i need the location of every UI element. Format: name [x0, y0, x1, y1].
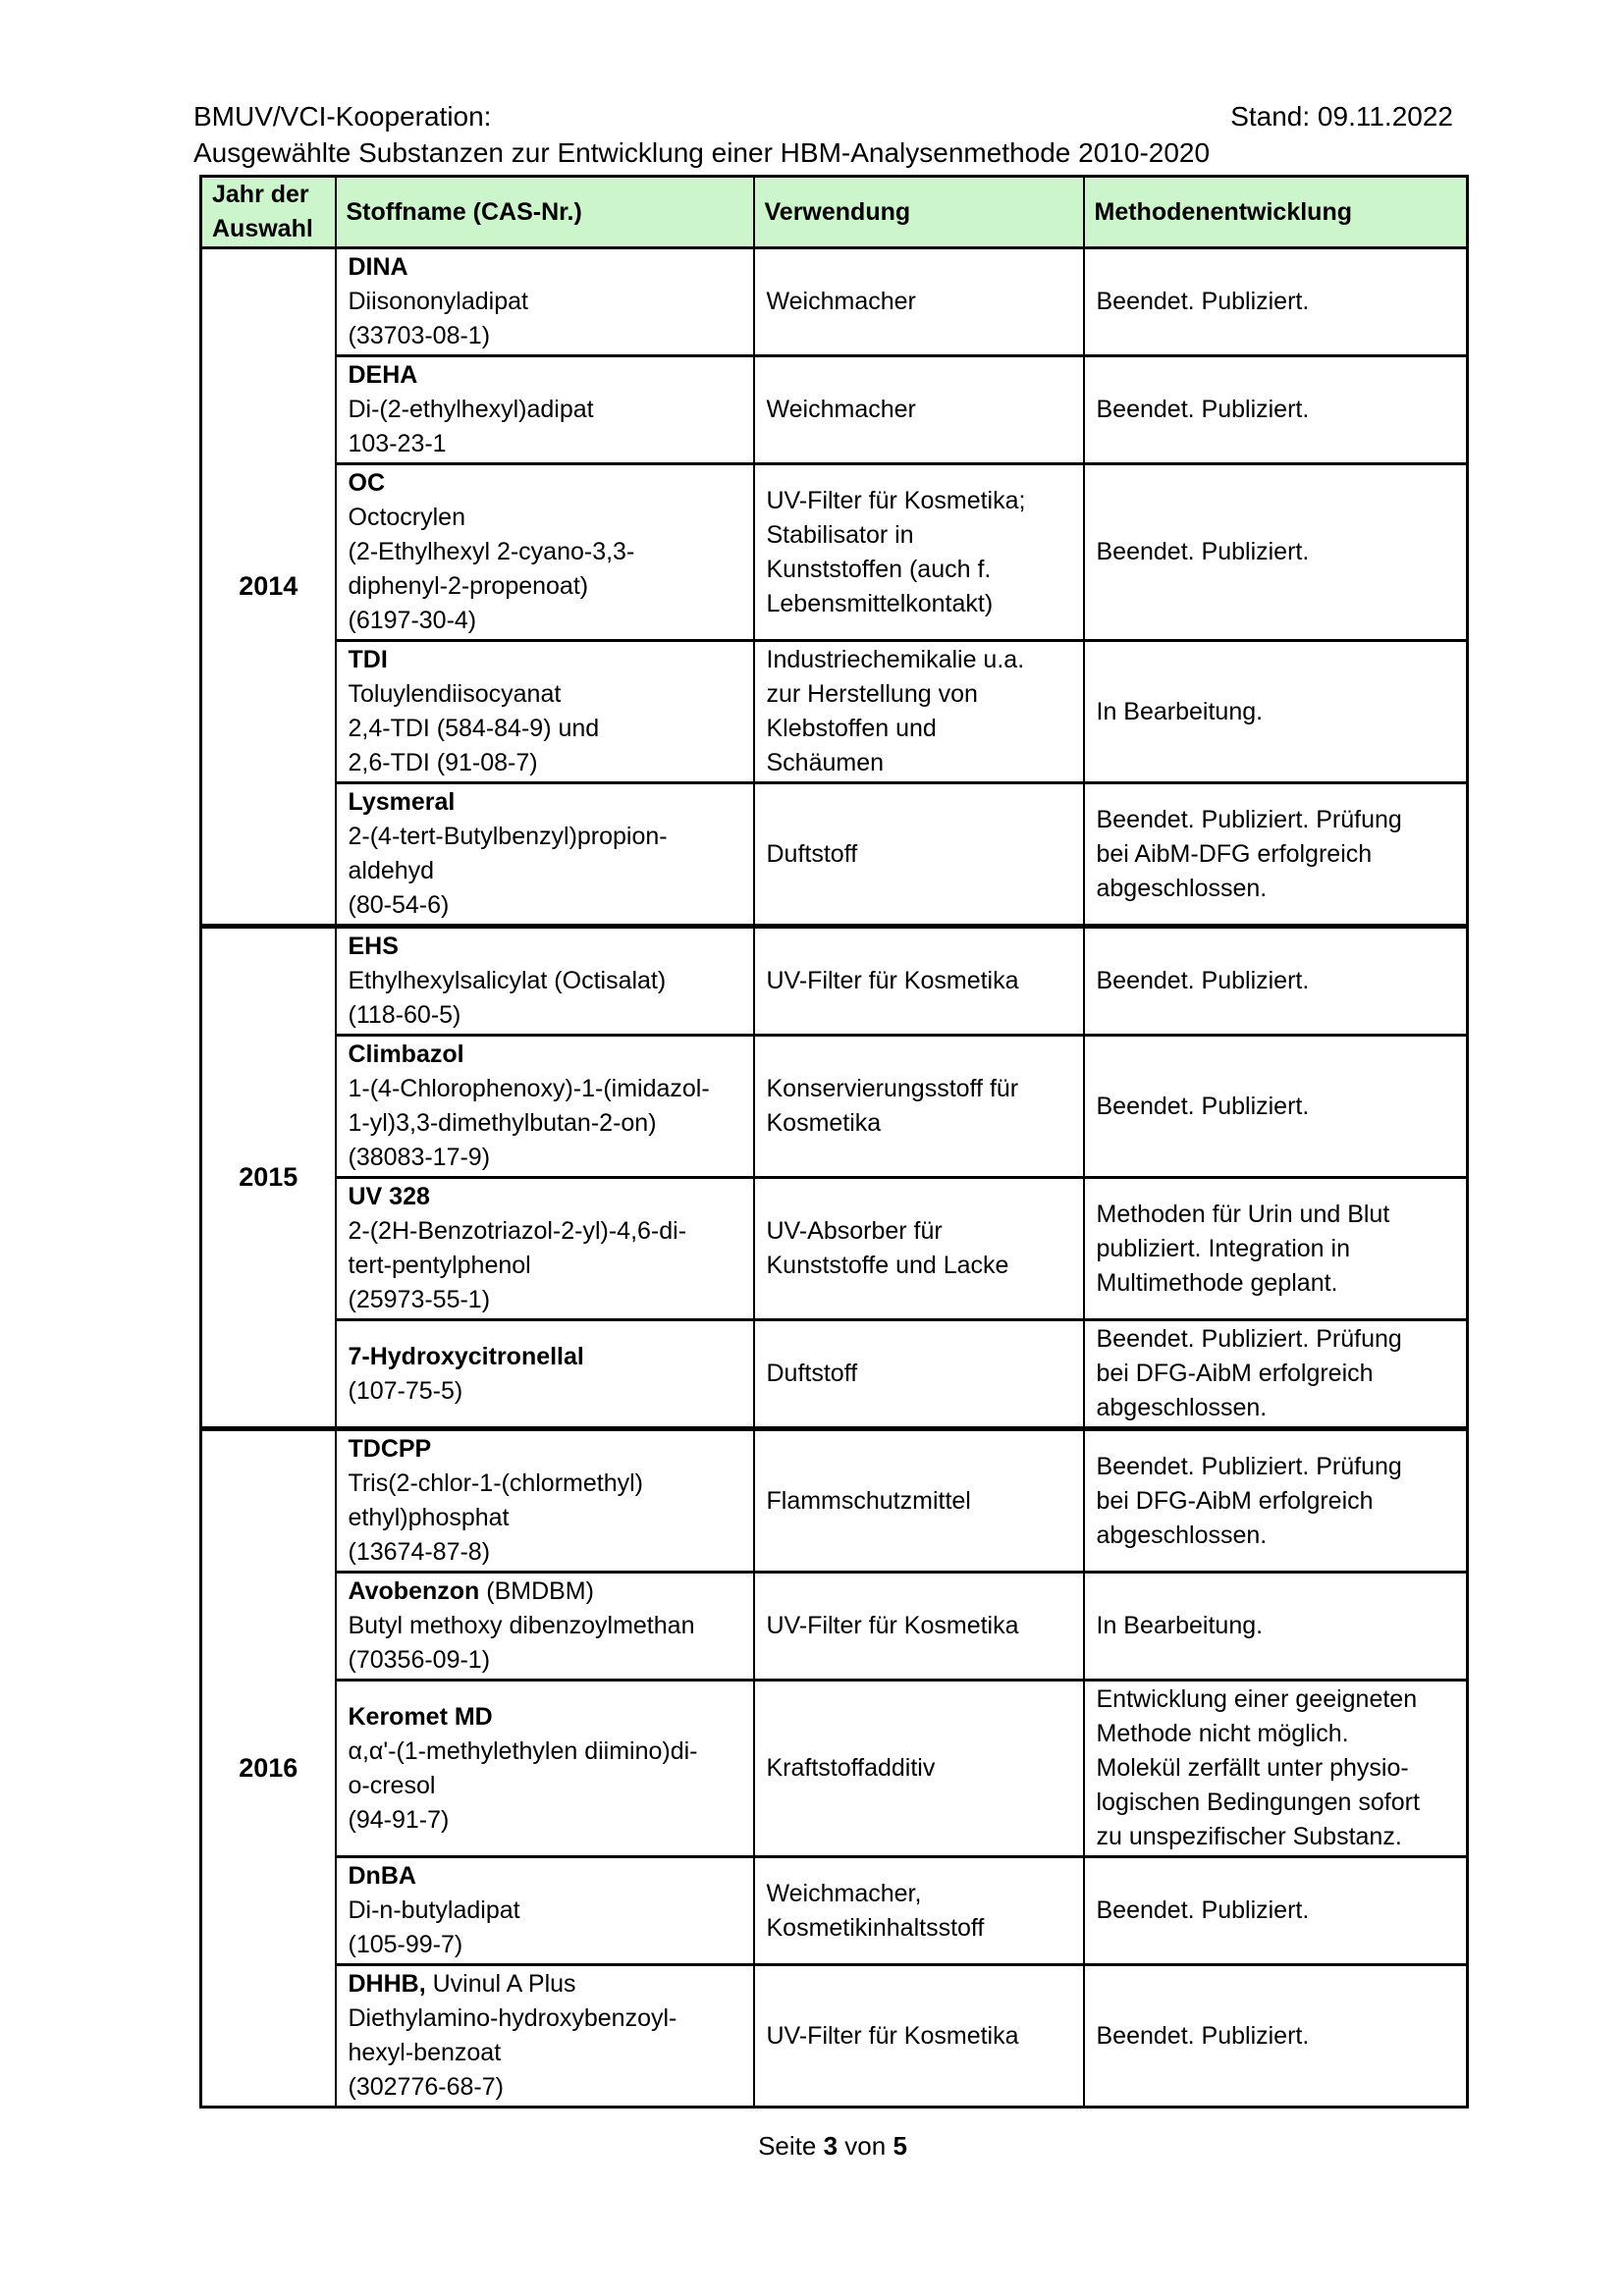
usage-cell-line: Kraftstoffadditiv [766, 1754, 936, 1782]
table-row [201, 1320, 1468, 1429]
substance-name-line [349, 1432, 745, 1467]
status-cell-line: Beendet. Publiziert. Prüfung [1096, 1452, 1402, 1480]
substance-name: TDI [348, 646, 388, 673]
footer-total-pages: 5 [893, 2131, 907, 2161]
usage-cell-line: zur Herstellung von [766, 680, 978, 708]
status-cell-line: In Bearbeitung. [1096, 1612, 1264, 1639]
footer-page-number: 3 [823, 2131, 839, 2161]
substance-name: UV 328 [348, 1183, 430, 1210]
substance-name-line [349, 358, 745, 393]
usage-cell-line: UV-Filter für Kosmetika [766, 967, 1019, 994]
substance-name-line [349, 1700, 745, 1735]
substance-cell-line: 2,6-TDI (91-08-7) [348, 749, 538, 776]
substance-cell-line: Diethylamino-hydroxybenzoyl- [348, 2004, 677, 2032]
substance-name: Avobenzon [348, 1577, 480, 1605]
status-cell-line: bei AibM-DFG erfolgreich [1096, 839, 1373, 868]
table-row [201, 641, 1468, 783]
status-cell [1084, 1036, 1468, 1178]
document-header [193, 98, 1453, 171]
substance-cell-line: Butyl methoxy dibenzoylmethan [348, 1612, 695, 1639]
status-cell [1084, 1178, 1468, 1320]
substance-cell-line: Ethylhexylsalicylat (Octisalat) [348, 967, 667, 994]
substance-cell-line: (13674-87-8) [348, 1538, 491, 1566]
substance-name-line [349, 1038, 745, 1072]
substance-cell-line: 1-yl)3,3-dimethylbutan-2-on) [348, 1109, 657, 1137]
substances-table [199, 175, 1469, 2109]
status-cell-line: Multimethode geplant. [1096, 1268, 1338, 1297]
status-cell [1084, 356, 1468, 464]
usage-cell-line: Stabilisator in [766, 520, 914, 549]
usage-cell [754, 464, 1084, 641]
substance-cell-line: α,α'-(1-methylethylen diimino)di- [348, 1736, 698, 1765]
usage-cell [754, 248, 1084, 356]
substance-cell [336, 1573, 754, 1681]
substance-name: EHS [348, 933, 399, 960]
table-row [201, 464, 1468, 641]
substance-name-line [349, 1340, 745, 1374]
substance-name-line [349, 1180, 745, 1214]
substance-cell [336, 1681, 754, 1857]
footer-label-page: Seite [758, 2131, 817, 2161]
status-cell-line: bei DFG-AibM erfolgreich [1096, 1360, 1374, 1387]
status-cell [1084, 464, 1468, 641]
status-cell [1084, 641, 1468, 783]
usage-cell-line: Weichmacher, [766, 1879, 922, 1907]
usage-cell-line: UV-Filter für Kosmetika [766, 2021, 1019, 2050]
substance-cell-line: (107-75-5) [348, 1376, 463, 1405]
substance-cell-line: (105-99-7) [348, 1931, 463, 1958]
substance-cell [336, 1320, 754, 1429]
table-row [201, 1429, 1468, 1573]
substance-cell-line: 1-(4-Chlorophenoxy)-1-(imidazol- [348, 1075, 710, 1102]
substance-name: DnBA [348, 1862, 416, 1890]
substance-cell-line: o-cresol [348, 1771, 436, 1799]
usage-cell [754, 1573, 1084, 1681]
substance-name-line [349, 785, 745, 820]
substance-name-line [349, 1859, 745, 1894]
status-cell-line: Beendet. Publiziert. [1096, 288, 1310, 315]
usage-cell-line: Kunststoffe und Lacke [766, 1252, 1009, 1279]
status-cell-line: Methoden für Urin und Blut [1096, 1200, 1390, 1228]
substance-name-suffix: Uvinul A Plus [425, 1970, 576, 1998]
substance-name-line [349, 1967, 745, 2002]
usage-cell [754, 1178, 1084, 1320]
status-cell-line: abgeschlossen. [1096, 1521, 1268, 1549]
status-cell-line: Molekül zerfällt unter physio- [1096, 1754, 1409, 1782]
usage-cell [754, 927, 1084, 1036]
substance-name-suffix: (BMDBM) [479, 1577, 594, 1605]
substance-cell-line: Toluylendiisocyanat [348, 680, 562, 708]
document-date: Stand: 09.11.2022 [1230, 101, 1453, 132]
column-header-4: Methodenentwicklung [1084, 177, 1468, 248]
usage-cell-line: UV-Filter für Kosmetika [766, 1612, 1019, 1639]
substance-cell-line: tert-pentylphenol [348, 1252, 531, 1279]
usage-cell [754, 1857, 1084, 1965]
table-row [201, 1857, 1468, 1965]
substance-cell-line: (38083-17-9) [348, 1144, 491, 1171]
usage-cell [754, 1429, 1084, 1573]
substance-cell-line: aldehyd [348, 857, 435, 884]
table-header [201, 177, 1468, 248]
table-row [201, 927, 1468, 1036]
usage-cell [754, 1965, 1084, 2108]
status-cell [1084, 783, 1468, 927]
substance-cell-line: Diisononyladipat [348, 288, 528, 315]
table-row [201, 1965, 1468, 2108]
substance-cell-line: 103-23-1 [348, 430, 447, 457]
year-cell-2016: 2016 [201, 1429, 336, 2108]
substance-cell-line: (94-91-7) [348, 1805, 450, 1834]
usage-cell [754, 641, 1084, 783]
status-cell-line: Beendet. Publiziert. Prüfung [1096, 1325, 1402, 1353]
substance-cell [336, 1965, 754, 2108]
status-cell-line: logischen Bedingungen sofort [1096, 1789, 1420, 1816]
usage-cell-line: UV-Absorber für [766, 1217, 943, 1245]
substance-cell-line: 2-(4-tert-Butylbenzyl)propion- [348, 823, 668, 850]
status-cell-line: abgeschlossen. [1096, 874, 1268, 902]
substance-name-line [349, 1575, 745, 1609]
table-row [201, 1573, 1468, 1681]
substance-cell-line: (33703-08-1) [348, 322, 491, 349]
substance-cell-line: ethyl)phosphat [348, 1504, 510, 1531]
usage-cell-line: Konservierungsstoff für [766, 1075, 1019, 1102]
substance-cell [336, 1178, 754, 1320]
substance-name-line [349, 250, 745, 285]
status-cell-line: Beendet. Publiziert. Prüfung [1096, 805, 1402, 833]
status-cell-line: Beendet. Publiziert. [1096, 396, 1310, 423]
substance-cell-line: 2-(2H-Benzotriazol-2-yl)-4,6-di- [348, 1217, 687, 1245]
status-cell-line: Beendet. Publiziert. [1096, 1896, 1310, 1924]
footer-label-of: von [844, 2131, 887, 2161]
substance-cell [336, 1429, 754, 1573]
usage-cell-line: Lebensmittelkontakt) [766, 589, 994, 617]
substance-cell-line: Di-(2-ethylhexyl)adipat [348, 396, 594, 423]
table-row [201, 1681, 1468, 1857]
status-cell-line: Methode nicht möglich. [1096, 1720, 1349, 1747]
table-row [201, 1178, 1468, 1320]
usage-cell [754, 356, 1084, 464]
usage-cell-line: Flammschutzmittel [766, 1486, 971, 1515]
substance-cell-line: Tris(2-chlor-1-(chlormethyl) [348, 1469, 643, 1497]
status-cell [1084, 1573, 1468, 1681]
substance-name: DHHB, [348, 1970, 426, 1998]
substance-cell-line: 2,4-TDI (584-84-9) und [348, 715, 600, 742]
substance-cell [336, 927, 754, 1036]
substance-cell-line: (118-60-5) [348, 1001, 461, 1029]
document-subtitle: Ausgewählte Substanzen zur Entwicklung einer HBM-Analysenmethode 2010-2020 [193, 137, 1211, 168]
substance-cell-line: Octocrylen [348, 504, 465, 531]
status-cell [1084, 1429, 1468, 1573]
column-header-3: Verwendung [754, 177, 1084, 248]
substance-cell-line: (302776-68-7) [348, 2073, 504, 2101]
status-cell [1084, 1320, 1468, 1429]
status-cell-line: In Bearbeitung. [1096, 697, 1264, 725]
usage-cell-line: Kosmetika [766, 1109, 882, 1137]
column-header-2: Stoffname (CAS-Nr.) [336, 177, 754, 248]
substance-name: Climbazol [348, 1041, 464, 1068]
column-header-1: Jahr der Auswahl [201, 177, 336, 248]
usage-cell [754, 1036, 1084, 1178]
status-cell-line: bei DFG-AibM erfolgreich [1096, 1486, 1374, 1515]
substance-name: DEHA [348, 361, 418, 389]
table-row [201, 248, 1468, 356]
status-cell [1084, 1857, 1468, 1965]
substance-name: Lysmeral [348, 788, 456, 816]
status-cell-line: zu unspezifischer Substanz. [1096, 1823, 1402, 1850]
substance-name-line [349, 930, 745, 964]
table-row [201, 783, 1468, 927]
status-cell [1084, 927, 1468, 1036]
status-cell [1084, 1965, 1468, 2108]
substance-cell-line: (80-54-6) [348, 891, 450, 919]
substance-cell [336, 248, 754, 356]
year-cell-2015: 2015 [201, 927, 336, 1429]
substance-cell-line: Di-n-butyladipat [348, 1896, 520, 1924]
substance-cell-line: diphenyl-2-propenoat) [348, 572, 589, 600]
usage-cell-line: Duftstoff [766, 1360, 858, 1387]
status-cell-line: Beendet. Publiziert. [1096, 967, 1310, 994]
usage-cell-line: UV-Filter für Kosmetika; [766, 486, 1026, 514]
substance-name: OC [348, 469, 385, 497]
status-cell-line: abgeschlossen. [1096, 1394, 1268, 1421]
substance-cell [336, 783, 754, 927]
document-title: BMUV/VCI-Kooperation: [193, 101, 492, 132]
year-cell-2014: 2014 [201, 248, 336, 927]
status-cell [1084, 248, 1468, 356]
usage-cell-line: Schäumen [766, 749, 885, 776]
substance-cell [336, 641, 754, 783]
substance-cell-line: (70356-09-1) [348, 1646, 491, 1674]
substance-name: 7-Hydroxycitronellal [348, 1342, 584, 1370]
table-row [201, 356, 1468, 464]
status-cell-line: publiziert. Integration in [1096, 1234, 1350, 1262]
substance-cell-line: hexyl-benzoat [348, 2039, 502, 2066]
substance-cell [336, 464, 754, 641]
substance-name: Keromet MD [348, 1702, 493, 1731]
substance-name-line [349, 643, 745, 677]
substance-name: DINA [348, 253, 408, 281]
usage-cell [754, 783, 1084, 927]
status-cell [1084, 1681, 1468, 1857]
table-row [201, 1036, 1468, 1178]
usage-cell-line: Duftstoff [766, 839, 858, 868]
usage-cell [754, 1681, 1084, 1857]
substance-cell-line: (2-Ethylhexyl 2-cyano-3,3- [348, 538, 635, 565]
table-header-row [201, 177, 1468, 248]
substance-name-line [349, 466, 745, 501]
page-footer [199, 2128, 1466, 2163]
usage-cell-line: Weichmacher [766, 288, 916, 315]
usage-cell [754, 1320, 1084, 1429]
status-cell-line: Beendet. Publiziert. [1096, 1092, 1310, 1120]
status-cell-line: Beendet. Publiziert. [1096, 538, 1310, 565]
substance-cell [336, 1857, 754, 1965]
status-cell-line: Beendet. Publiziert. [1096, 2021, 1310, 2050]
substance-cell-line: (6197-30-4) [348, 607, 477, 634]
usage-cell-line: Kunststoffen (auch f. [766, 555, 992, 583]
substance-cell [336, 356, 754, 464]
substance-cell [336, 1036, 754, 1178]
substance-cell-line: (25973-55-1) [348, 1286, 491, 1313]
usage-cell-line: Kosmetikinhaltsstoff [766, 1913, 985, 1942]
substance-name: TDCPP [348, 1435, 432, 1463]
usage-cell-line: Industriechemikalie u.a. [766, 646, 1025, 673]
usage-cell-line: Weichmacher [766, 396, 916, 423]
usage-cell-line: Klebstoffen und [766, 715, 937, 742]
status-cell-line: Entwicklung einer geeigneten [1096, 1685, 1418, 1713]
